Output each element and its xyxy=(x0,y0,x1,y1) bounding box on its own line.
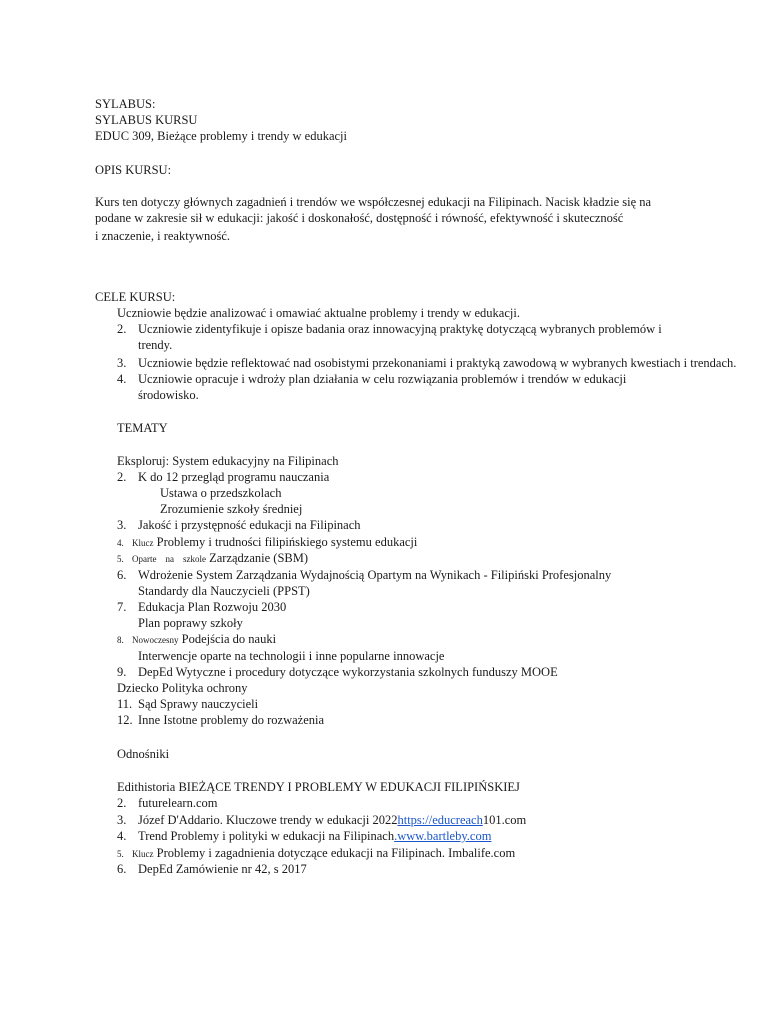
reference-4 xyxy=(117,828,491,844)
reference-1: Edithistoria BIEŻĄCE TRENDY I PROBLEMY W EDUKACJI FILIPIŃSKIEJ xyxy=(117,780,520,794)
topic-5-text: Zarządzanie (SBM) xyxy=(209,551,309,565)
topic-8-text: Podejścia do nauki xyxy=(181,632,277,646)
objective-4-text: Uczniowie opracuje i wdroży plan działania w celu rozwiązania problemów i trendów w edukacji xyxy=(138,372,627,386)
reference-5-text: Problemy i zagadnienia dotyczące edukacji na Filipinach. Imbalife.com xyxy=(156,846,516,860)
objective-3-text: Uczniowie będzie reflektować nad osobistymi przekonaniami i praktyką zawodową w wybranych kwestiach i trendach. xyxy=(138,356,737,370)
reference-6-text: DepEd Zamówienie nr 42, s 2017 xyxy=(138,862,307,876)
topic-12-text: Inne Istotne problemy do rozważenia xyxy=(138,713,325,727)
topic-12 xyxy=(117,712,324,728)
topic-4-prefix: Klucz xyxy=(132,538,154,548)
syllabus-course-label: SYLABUS KURSU xyxy=(95,113,198,127)
reference-3-tail: 101.com xyxy=(482,813,527,827)
list-number: 2. xyxy=(117,322,127,336)
topic-8-prefix: Nowoczesny xyxy=(132,635,179,645)
reference-6 xyxy=(117,861,307,877)
topic-3 xyxy=(117,517,361,533)
topic-6 xyxy=(117,567,611,583)
objective-4 xyxy=(117,371,626,387)
topic-7-sub: Plan poprawy szkoły xyxy=(138,616,243,630)
objective-2 xyxy=(117,321,662,337)
list-number: 6. xyxy=(117,568,127,582)
reference-5 xyxy=(117,845,515,862)
list-number: 11. xyxy=(117,697,133,711)
topic-2-text: K do 12 przegląd programu nauczania xyxy=(138,470,330,484)
list-number: 7. xyxy=(117,600,127,614)
list-number: 3. xyxy=(117,813,127,827)
list-number: 2. xyxy=(117,470,127,484)
list-number: 5. xyxy=(117,554,124,564)
topic-10: Dziecko Polityka ochrony xyxy=(117,681,248,695)
reference-4-text: Trend Problemy i polityki w edukacji na Filipinach xyxy=(138,829,395,843)
topic-1: Eksploruj: System edukacyjny na Filipinach xyxy=(117,454,339,468)
objective-2-text: Uczniowie zidentyfikuje i opisze badania oraz innowacyjną praktykę dotyczącą wybranych problemów i xyxy=(138,322,662,336)
bartleby-link[interactable]: .www.bartleby.com xyxy=(394,829,492,843)
educreach-link[interactable]: https://educreach xyxy=(397,813,483,827)
topic-4-text: Problemy i trudności filipińskiego systemu edukacji xyxy=(156,535,418,549)
list-number: 4. xyxy=(117,829,127,843)
topic-11 xyxy=(117,696,258,712)
topic-5-prefix: Oparte na szkole xyxy=(132,554,206,564)
topic-7 xyxy=(117,599,286,615)
reference-2-text: futurelearn.com xyxy=(138,796,218,810)
description-line-1: Kurs ten dotyczy głównych zagadnień i trendów we współczesnej edukacji na Filipinach. Nacisk kładzie się na xyxy=(95,195,652,209)
topics-heading: TEMATY xyxy=(117,421,168,435)
course-title: EDUC 309, Bieżące problemy i trendy w edukacji xyxy=(95,129,348,143)
topic-4 xyxy=(117,534,417,551)
syllabus-label: SYLABUS: xyxy=(95,97,156,111)
topic-9-text: DepEd Wytyczne i procedury dotyczące wykorzystania szkolnych funduszy MOOE xyxy=(138,665,558,679)
description-line-2: podane w zakresie sił w edukacji: jakość i doskonałość, dostępność i równość, efektywność i skuteczność xyxy=(95,211,624,225)
reference-3-text: Józef D'Addario. Kluczowe trendy w edukacji 2022 xyxy=(138,813,398,827)
topic-8 xyxy=(117,631,276,648)
list-number: 4. xyxy=(117,372,127,386)
list-number: 12. xyxy=(117,713,133,727)
reference-3 xyxy=(117,812,526,828)
topic-2-sub-1: Ustawa o przedszkolach xyxy=(160,486,282,500)
list-number: 3. xyxy=(117,518,127,532)
reference-2 xyxy=(117,795,217,811)
list-number: 2. xyxy=(117,796,127,810)
list-number: 8. xyxy=(117,635,124,645)
objective-2-continued: trendy. xyxy=(138,338,173,352)
list-number: 4. xyxy=(117,538,124,548)
topic-2 xyxy=(117,469,329,485)
objectives-heading: CELE KURSU: xyxy=(95,290,176,304)
references-heading: Odnośniki xyxy=(117,747,170,761)
reference-5-prefix: Klucz xyxy=(132,849,154,859)
description-line-3: i znaczenie, i reaktywność. xyxy=(95,229,231,243)
objective-1: Uczniowie będzie analizować i omawiać aktualne problemy i trendy w edukacji. xyxy=(117,306,520,320)
topic-9 xyxy=(117,664,558,680)
topic-5 xyxy=(117,550,308,567)
topic-6-text: Wdrożenie System Zarządzania Wydajnością Opartym na Wynikach - Filipiński Profesjonalny xyxy=(138,568,612,582)
list-number: 9. xyxy=(117,665,127,679)
objective-4-continued: środowisko. xyxy=(138,388,199,402)
description-heading: OPIS KURSU: xyxy=(95,163,172,177)
topic-7-text: Edukacja Plan Rozwoju 2030 xyxy=(138,600,287,614)
list-number: 3. xyxy=(117,356,127,370)
topic-2-sub-2: Zrozumienie szkoły średniej xyxy=(160,502,303,516)
topic-11-text: Sąd Sprawy nauczycieli xyxy=(138,697,259,711)
topic-3-text: Jakość i przystępność edukacji na Filipinach xyxy=(138,518,361,532)
topic-6-continued: Standardy dla Nauczycieli (PPST) xyxy=(138,584,310,598)
topic-8-sub: Interwencje oparte na technologii i inne popularne innowacje xyxy=(138,649,445,663)
list-number: 5. xyxy=(117,849,124,859)
objective-3 xyxy=(117,355,736,371)
list-number: 6. xyxy=(117,862,127,876)
